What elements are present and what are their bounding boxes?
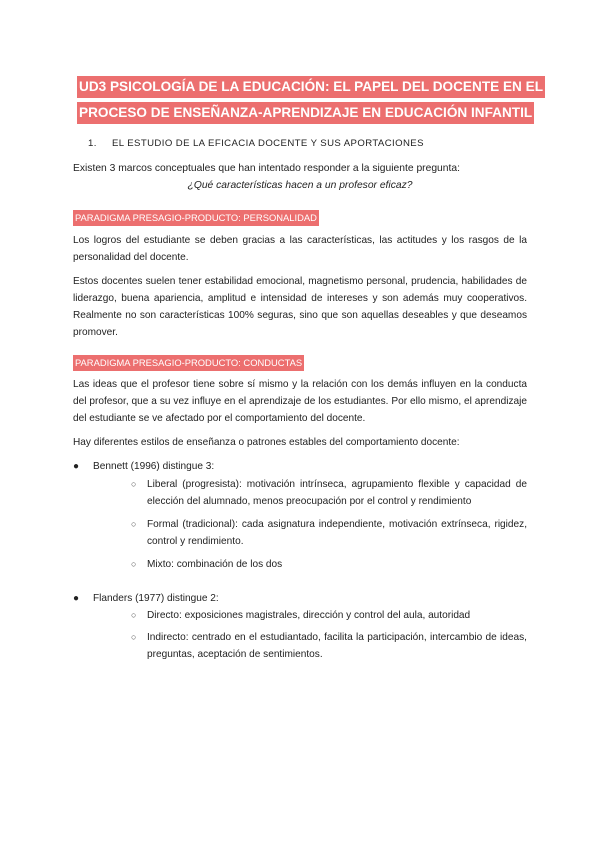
intro	[73, 160, 527, 194]
list-item	[73, 458, 527, 475]
intro-text: Existen 3 marcos conceptuales que han intentado responder a la siguiente pregunta:	[73, 163, 460, 174]
intro-question: ¿Qué características hacen a un profesor eficaz?	[187, 180, 413, 191]
circle-bullet-icon: ○	[131, 632, 137, 642]
title-line-2: PROCESO DE ENSEÑANZA-APRENDIZAJE EN EDUCACIÓN INFANTIL	[77, 102, 534, 124]
flanders-label: Flanders (1977) distingue 2:	[93, 593, 219, 604]
document-title	[77, 76, 543, 128]
bullet-icon: ●	[73, 461, 80, 472]
bennett-item-mixto: Mixto: combinación de los dos	[147, 559, 283, 570]
paradigm-conductas-p2: Hay diferentes estilos de enseñanza o patrones estables del comportamiento docente:	[73, 437, 460, 448]
paradigm-personalidad-p2: Estos docentes suelen tener estabilidad emocional, magnetismo personal, prudencia, habilidades de liderazgo, buena apariencia, amplitud e intensidad de intereses y son además muy cooperativos. Realmente no son características 100% seguras, sino que son aquellas deseables y que deseamos promover.	[73, 276, 527, 338]
flanders-item-directo: Directo: exposiciones magistrales, dirección y control del aula, autoridad	[147, 610, 471, 621]
section-heading	[88, 138, 424, 149]
paradigm-conductas-p1: Las ideas que el profesor tiene sobre sí mismo y la relación con los demás influyen en la conducta del profesor, que a su vez influye en el aprendizaje de los estudiantes. Por ello mismo, el aprendizaje del estudiante se ve afectado por el comportamiento del docente.	[73, 379, 527, 424]
circle-bullet-icon: ○	[131, 519, 137, 529]
section-number: 1.	[88, 138, 97, 149]
list-item	[131, 629, 527, 663]
title-line-1: UD3 PSICOLOGÍA DE LA EDUCACIÓN: EL PAPEL DEL DOCENTE EN EL	[77, 76, 545, 98]
bullet-icon: ●	[73, 593, 80, 604]
list-item	[131, 476, 527, 510]
bennett-label: Bennett (1996) distingue 3:	[93, 461, 215, 472]
circle-bullet-icon: ○	[131, 479, 137, 489]
section-title: EL ESTUDIO DE LA EFICACIA DOCENTE Y SUS APORTACIONES	[112, 138, 424, 149]
paradigm-personalidad-label: PARADIGMA PRESAGIO-PRODUCTO: PERSONALIDAD	[73, 210, 319, 226]
flanders-item-indirecto: Indirecto: centrado en el estudiantado, facilita la participación, intercambio de ideas, preguntas, aceptación de sentimientos.	[147, 632, 527, 660]
list-item	[131, 516, 527, 550]
paradigm-conductas-label: PARADIGMA PRESAGIO-PRODUCTO: CONDUCTAS	[73, 355, 304, 371]
bennett-list	[73, 458, 527, 573]
bennett-item-formal: Formal (tradicional): cada asignatura independiente, motivación extrínseca, rigidez, control y rendimiento.	[147, 519, 527, 547]
flanders-list	[73, 590, 527, 663]
circle-bullet-icon: ○	[131, 559, 137, 569]
paradigm-personalidad-p1: Los logros del estudiante se deben gracias a las características, las actitudes y los rasgos de la personalidad del docente.	[73, 235, 527, 263]
circle-bullet-icon: ○	[131, 610, 137, 620]
list-item	[131, 607, 527, 624]
bennett-item-liberal: Liberal (progresista): motivación intrínseca, agrupamiento flexible y capacidad de elección del alumnado, menos preocupación por el control y rendimiento	[147, 479, 527, 507]
list-item	[73, 590, 527, 607]
list-item	[131, 556, 527, 573]
